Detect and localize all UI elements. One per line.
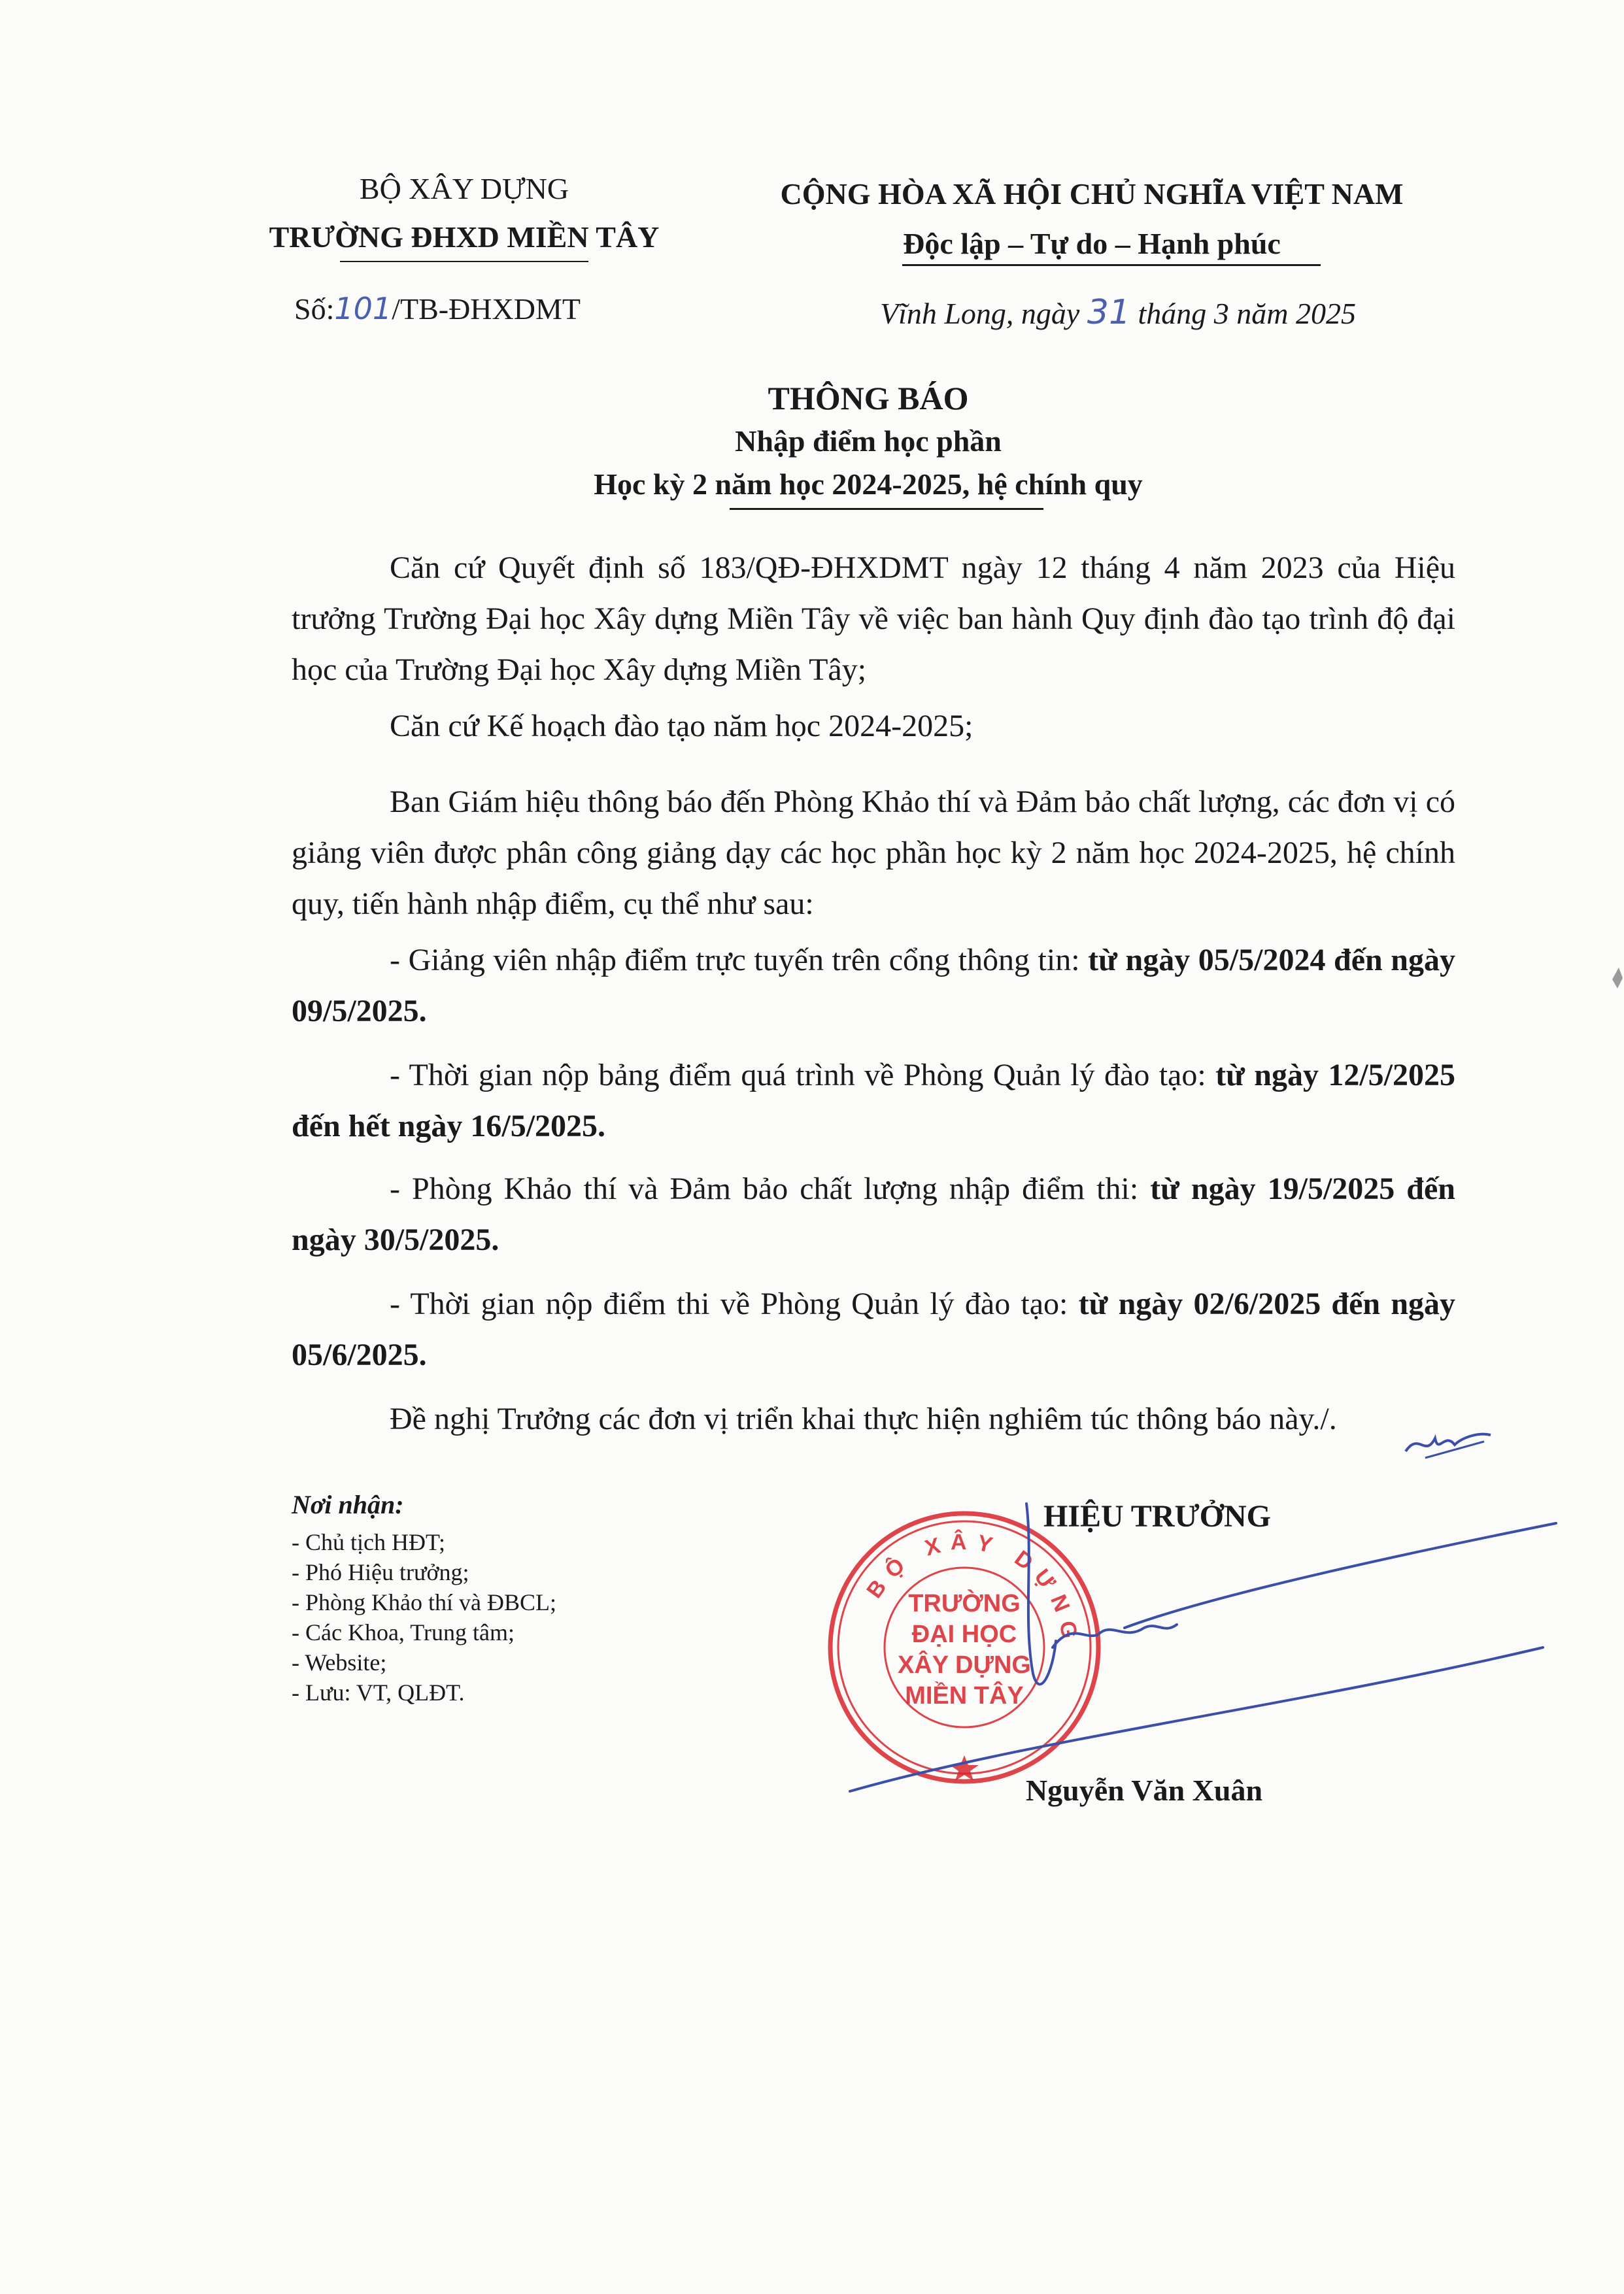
schedule-dates: từ ngày 12/5/2025 đến hết ngày 16/5/2025. xyxy=(292,1058,1456,1143)
recipient-item: - Chủ tịch HĐT; xyxy=(292,1529,445,1555)
doc-no-suffix: /TB-ĐHXDMT xyxy=(392,292,581,326)
school-name: TRƯỜNG ĐHXD MIỀN TÂY xyxy=(269,220,660,254)
recipient-item: - Phó Hiệu trưởng; xyxy=(292,1559,469,1585)
document-title: THÔNG BÁO xyxy=(768,380,969,416)
document-subtitle-2: Học kỳ 2 năm học 2024-2025, hệ chính quy xyxy=(594,467,1143,501)
paragraph-text: Căn cứ Kế hoạch đào tạo năm học 2024-2025; xyxy=(390,709,973,743)
svg-text:MIỀN TÂY: MIỀN TÂY xyxy=(905,1682,1024,1710)
signer-name: Nguyễn Văn Xuân xyxy=(1025,1774,1263,1807)
date-line xyxy=(758,293,1478,332)
ministry-name: BỘ XÂY DỰNG xyxy=(359,172,569,205)
date-prefix: Vĩnh Long, ngày xyxy=(879,297,1087,330)
edge-mark xyxy=(1606,966,1624,990)
recipients-title: Nơi nhận: xyxy=(292,1490,404,1519)
schedule-text: - Phòng Khảo thí và Đảm bảo chất lượng nhập điểm thi: xyxy=(390,1172,1151,1206)
paragraph-text: Căn cứ Quyết định số 183/QĐ-ĐHXDMT ngày 12 tháng 4 năm 2023 của Hiệu trưởng Trường Đại học Xây dựng Miền Tây về việc ban hành Quy định đào tạo trình độ đại học của Trường Đại học Xây dựng Miền Tây; xyxy=(292,550,1455,687)
paragraph-legal-basis-1 xyxy=(292,543,1455,696)
republic-title: CỘNG HÒA XÃ HỘI CHỦ NGHĨA VIỆT NAM xyxy=(780,177,1404,211)
handwritten-signature xyxy=(837,1425,1576,1817)
schedule-dates: từ ngày 02/6/2025 đến ngày 05/6/2025. xyxy=(292,1287,1456,1372)
date-day-handwritten: 31 xyxy=(1087,293,1131,332)
schedule-dates: từ ngày 05/5/2024 đến ngày 09/5/2025. xyxy=(292,943,1456,1028)
paragraph-text: Ban Giám hiệu thông báo đến Phòng Khảo thí và Đảm bảo chất lượng, các đơn vị có giảng viên được phân công giảng dạy các học phần học kỳ 2 năm học 2024-2025, hệ chính quy, tiến hành nhập điểm, cụ thể như sau: xyxy=(292,784,1455,921)
recipient-item: - Lưu: VT, QLĐT. xyxy=(292,1679,465,1706)
svg-text:ĐẠI HỌC: ĐẠI HỌC xyxy=(911,1621,1017,1648)
recipients-list xyxy=(292,1527,556,1708)
schedule-text: - Thời gian nộp điểm thi về Phòng Quản lý đào tạo: xyxy=(390,1287,1079,1321)
paragraph-text: Đề nghị Trưởng các đơn vị triển khai thực hiện nghiêm túc thông báo này./. xyxy=(390,1402,1337,1436)
title-underline xyxy=(730,508,1043,510)
schedule-item-exam-entry xyxy=(292,1164,1455,1266)
svg-text:TRƯỜNG: TRƯỜNG xyxy=(908,1590,1021,1617)
date-suffix: tháng 3 năm 2025 xyxy=(1130,297,1357,330)
schedule-item-process-scores xyxy=(292,1050,1455,1152)
schedule-item-exam-submit xyxy=(292,1279,1455,1381)
recipient-item: - Các Khoa, Trung tâm; xyxy=(292,1619,515,1645)
school-underline xyxy=(340,261,588,262)
doc-no-handwritten: 101 xyxy=(334,291,392,326)
schedule-dates: từ ngày 19/5/2025 đến ngày 30/5/2025. xyxy=(292,1172,1455,1257)
paragraph-announcement xyxy=(292,777,1455,930)
doc-no-prefix: Số: xyxy=(294,292,335,326)
schedule-item-online-entry xyxy=(292,935,1455,1037)
signature-title: HIỆU TRƯỞNG xyxy=(1043,1499,1272,1534)
schedule-text: - Thời gian nộp bảng điểm quá trình về Phòng Quản lý đào tạo: xyxy=(390,1058,1216,1092)
document-subtitle-1: Nhập điểm học phần xyxy=(735,424,1002,458)
paragraph-legal-basis-2 xyxy=(292,701,1455,752)
document-number xyxy=(294,291,686,326)
svg-text:BỘ XÂY DỰNG: BỘ XÂY DỰNG xyxy=(862,1529,1083,1649)
national-motto: Độc lập – Tự do – Hạnh phúc xyxy=(903,227,1281,260)
recipient-item: - Website; xyxy=(292,1649,387,1676)
schedule-text: - Giảng viên nhập điểm trực tuyến trên cổng thông tin: xyxy=(390,943,1089,977)
recipient-item: - Phòng Khảo thí và ĐBCL; xyxy=(292,1589,556,1615)
svg-text:XÂY DỰNG: XÂY DỰNG xyxy=(898,1651,1031,1679)
motto-underline xyxy=(902,264,1321,266)
